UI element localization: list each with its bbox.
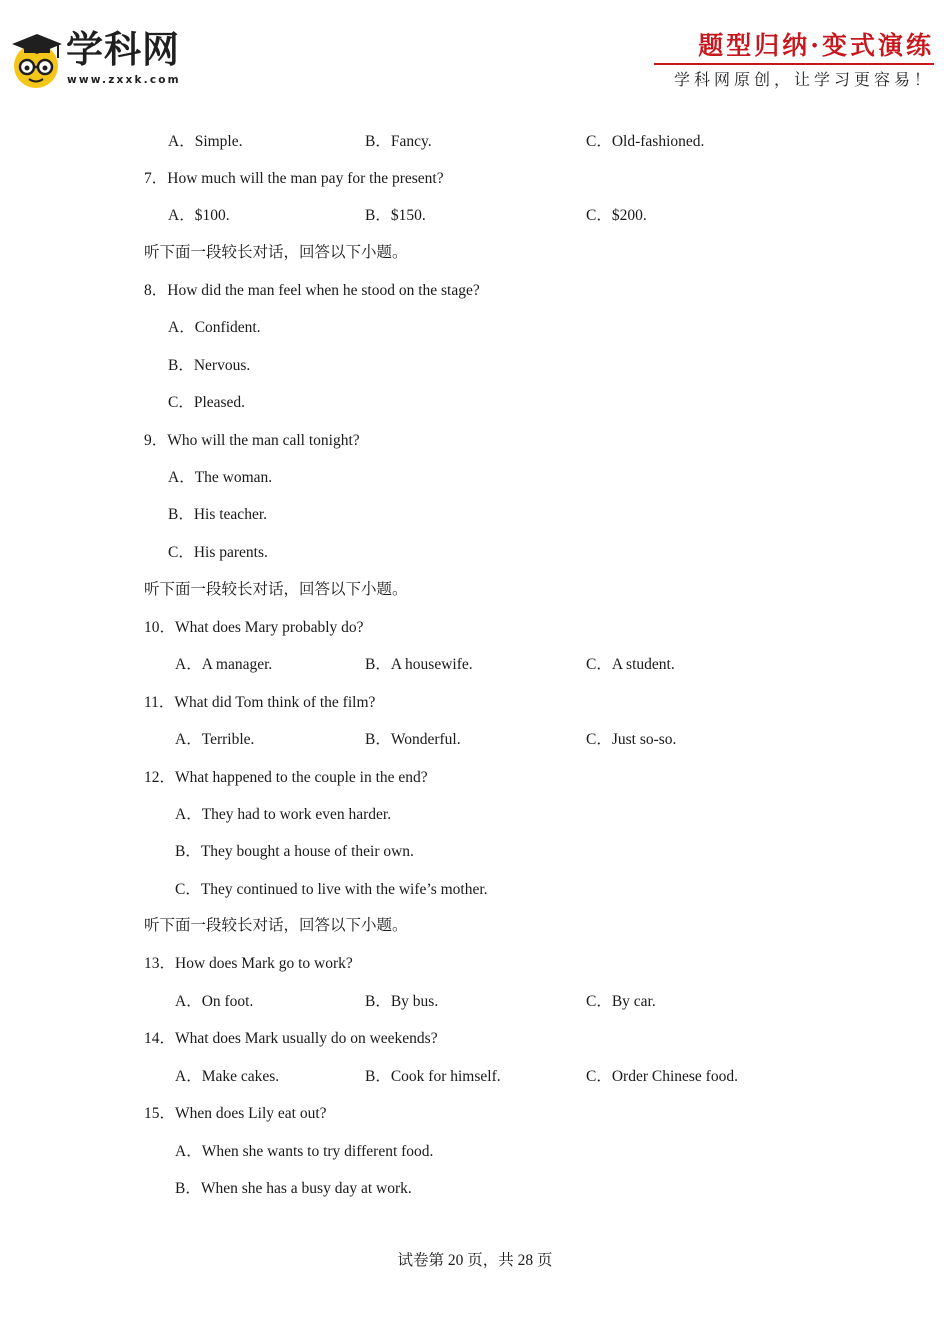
option: B．Fancy. — [365, 133, 432, 150]
option: B．Cook for himself. — [365, 1068, 501, 1085]
option: C．Just so-so. — [586, 731, 677, 748]
option: B．When she has a busy day at work. — [175, 1180, 412, 1197]
option: A．The woman. — [168, 469, 273, 486]
option: B．By bus. — [365, 993, 439, 1010]
option: B．A housewife. — [365, 656, 473, 673]
slogan-sub: 学科网原创，让学习更容易！ — [673, 70, 934, 89]
option: A．A manager. — [175, 656, 273, 673]
question-text: 12．What happened to the couple in the end? — [144, 769, 428, 786]
instruction-text: 听下面一段较长对话，回答以下小题。 — [144, 244, 408, 261]
question-text: 10．What does Mary probably do? — [144, 619, 364, 636]
option: B．$150. — [365, 207, 426, 224]
option: A．On foot. — [175, 993, 254, 1010]
option: A．They had to work even harder. — [175, 806, 392, 823]
instruction-text: 听下面一段较长对话，回答以下小题。 — [144, 917, 408, 934]
page-number: 试卷第 20 页，共 28 页 — [397, 1252, 553, 1269]
mascot-icon — [10, 30, 66, 92]
option: C．Pleased. — [168, 394, 246, 411]
question-text: 13．How does Mark go to work? — [144, 955, 353, 972]
option: A．When she wants to try different food. — [175, 1143, 434, 1160]
option: C．A student. — [586, 656, 675, 673]
option: A．$100. — [168, 207, 230, 224]
option: C．By car. — [586, 993, 656, 1010]
option: A．Terrible. — [175, 731, 255, 748]
option: C．They continued to live with the wife’s mother. — [175, 881, 488, 898]
option: C．Order Chinese food. — [586, 1068, 738, 1085]
option: A．Make cakes. — [175, 1068, 280, 1085]
page-header — [0, 0, 950, 110]
option: B．Nervous. — [168, 357, 251, 374]
question-text: 11．What did Tom think of the film? — [144, 694, 376, 711]
option: A．Simple. — [168, 133, 243, 150]
option: B．They bought a house of their own. — [175, 843, 414, 860]
header-slogan — [644, 30, 934, 91]
logo-url: www.zxxk.com — [67, 74, 181, 86]
slogan-divider — [654, 63, 934, 65]
option: A．Confident. — [168, 319, 261, 336]
option: B．Wonderful. — [365, 731, 461, 748]
option: B．His teacher. — [168, 506, 268, 523]
option: C．His parents. — [168, 544, 268, 561]
option: C．Old-fashioned. — [586, 133, 705, 150]
slogan-main: 题型归纳·变式演练 — [698, 31, 934, 60]
question-text: 7．How much will the man pay for the present? — [144, 170, 444, 187]
logo-text: 学科网 — [66, 28, 180, 71]
question-text: 14．What does Mark usually do on weekends? — [144, 1030, 438, 1047]
option: C．$200. — [586, 207, 647, 224]
question-text: 15．When does Lily eat out? — [144, 1105, 327, 1122]
question-text: 8．How did the man feel when he stood on the stage? — [144, 282, 480, 299]
question-text: 9．Who will the man call tonight? — [144, 432, 360, 449]
instruction-text: 听下面一段较长对话，回答以下小题。 — [144, 581, 408, 598]
